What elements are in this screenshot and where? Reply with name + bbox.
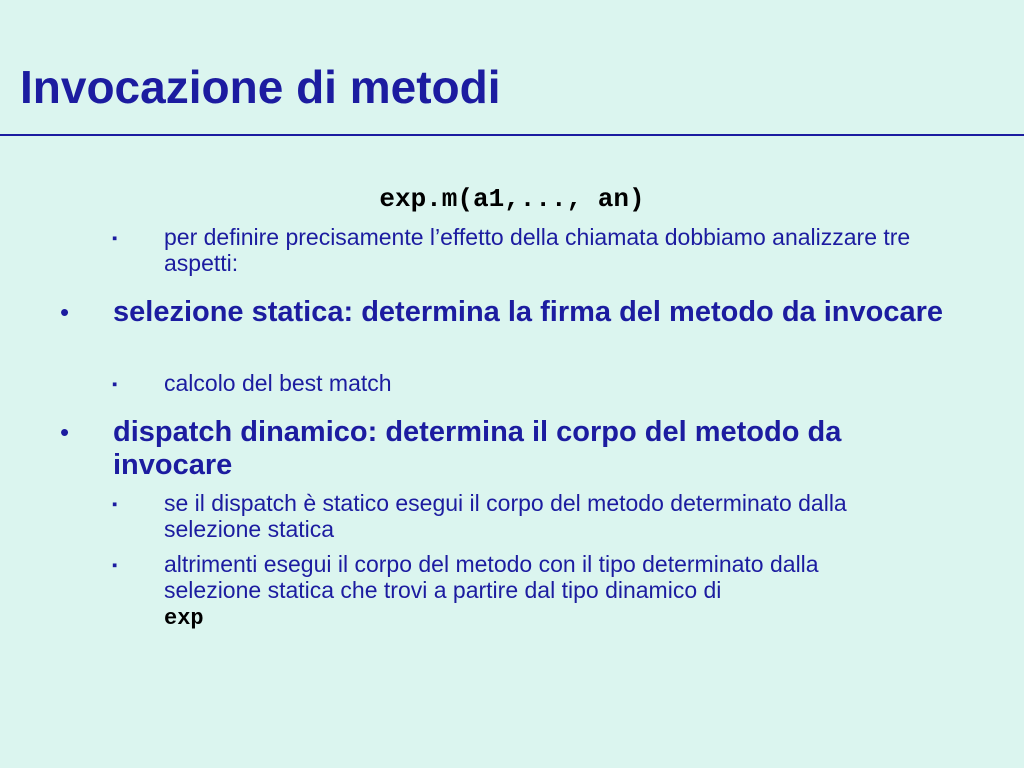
bullet-text: selezione statica: determina la firma del metodo da invocare — [113, 296, 943, 328]
square-bullet-icon: ▪ — [112, 496, 118, 513]
bullet-item-6 — [112, 551, 912, 632]
bullet-item-4 — [60, 416, 960, 482]
bullet-text: se il dispatch è statico esegui il corpo del metodo determinato dalla selezione statica — [164, 490, 847, 542]
bullet-item-5 — [112, 490, 912, 542]
bullet-text-body: altrimenti esegui il corpo del metodo con il tipo determinato dalla selezione statica che trovi a partire dal tipo dinamico di — [164, 551, 819, 603]
square-bullet-icon: ▪ — [112, 376, 118, 393]
bullet-text — [164, 551, 912, 632]
dot-bullet-icon: • — [60, 417, 70, 447]
bullet-text: calcolo del best match — [164, 370, 392, 396]
bullet-item-3 — [112, 370, 912, 396]
bullet-item-1 — [112, 224, 912, 276]
bullet-item-2 — [60, 296, 960, 329]
slide-title: Invocazione di metodi — [20, 61, 501, 113]
square-bullet-icon: ▪ — [112, 557, 118, 574]
square-bullet-icon: ▪ — [112, 230, 118, 247]
title-divider — [0, 134, 1024, 136]
dot-bullet-icon: • — [60, 297, 70, 327]
code-expression: exp.m(a1,..., an) — [379, 184, 645, 214]
bullet-text: dispatch dinamico: determina il corpo del metodo da invocare — [113, 416, 842, 481]
inline-code: exp — [164, 606, 204, 631]
bullet-text: per definire precisamente l’effetto della chiamata dobbiamo analizzare tre aspetti: — [164, 224, 911, 276]
